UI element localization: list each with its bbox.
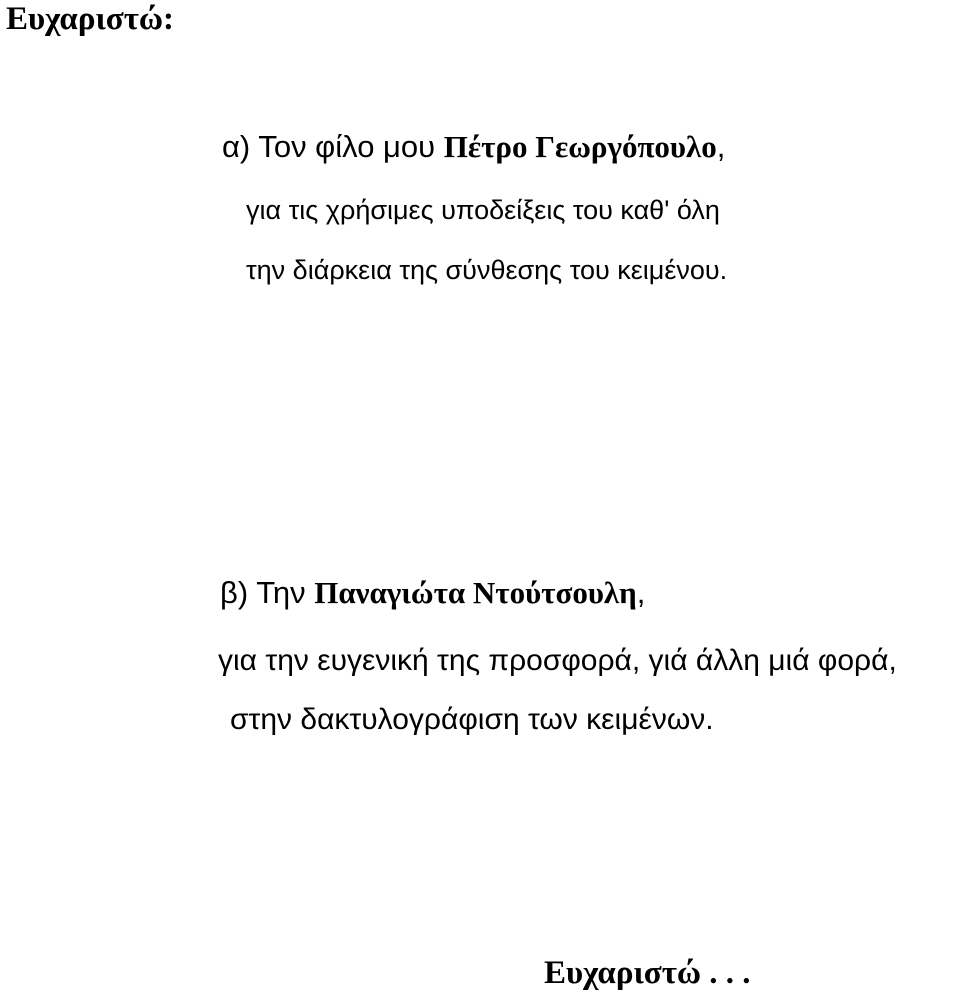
acknowledgement-a-name: Πέτρο Γεωργόπουλο (443, 129, 717, 164)
acknowledgement-b-suffix: , (636, 575, 646, 610)
acknowledgement-b-prefix: β) Την (220, 575, 315, 610)
acknowledgement-a-prefix: α) Τον φίλο μου (222, 129, 444, 164)
acknowledgement-a-line2: για τις χρήσιμες υποδείξεις του καθ' όλη (246, 195, 720, 225)
acknowledgement-a-suffix: , (716, 129, 726, 164)
acknowledgement-b-line3: στην δακτυλογράφιση των κειμένων. (230, 703, 714, 736)
acknowledgement-b-line2: για την ευγενική της προσφορά, γιά άλλη μιά φορά, (218, 644, 897, 677)
closing-text: Ευχαριστώ . . . (544, 955, 751, 991)
page-heading: Ευχαριστώ: (6, 1, 175, 37)
acknowledgement-a-line1 (222, 131, 725, 162)
acknowledgement-b-name: Παναγιώτα Ντούτσουλη (314, 575, 637, 610)
acknowledgement-a-line3: την διάρκεια της σύνθεσης του κειμένου. (246, 255, 728, 285)
acknowledgement-b-line1 (220, 577, 645, 608)
